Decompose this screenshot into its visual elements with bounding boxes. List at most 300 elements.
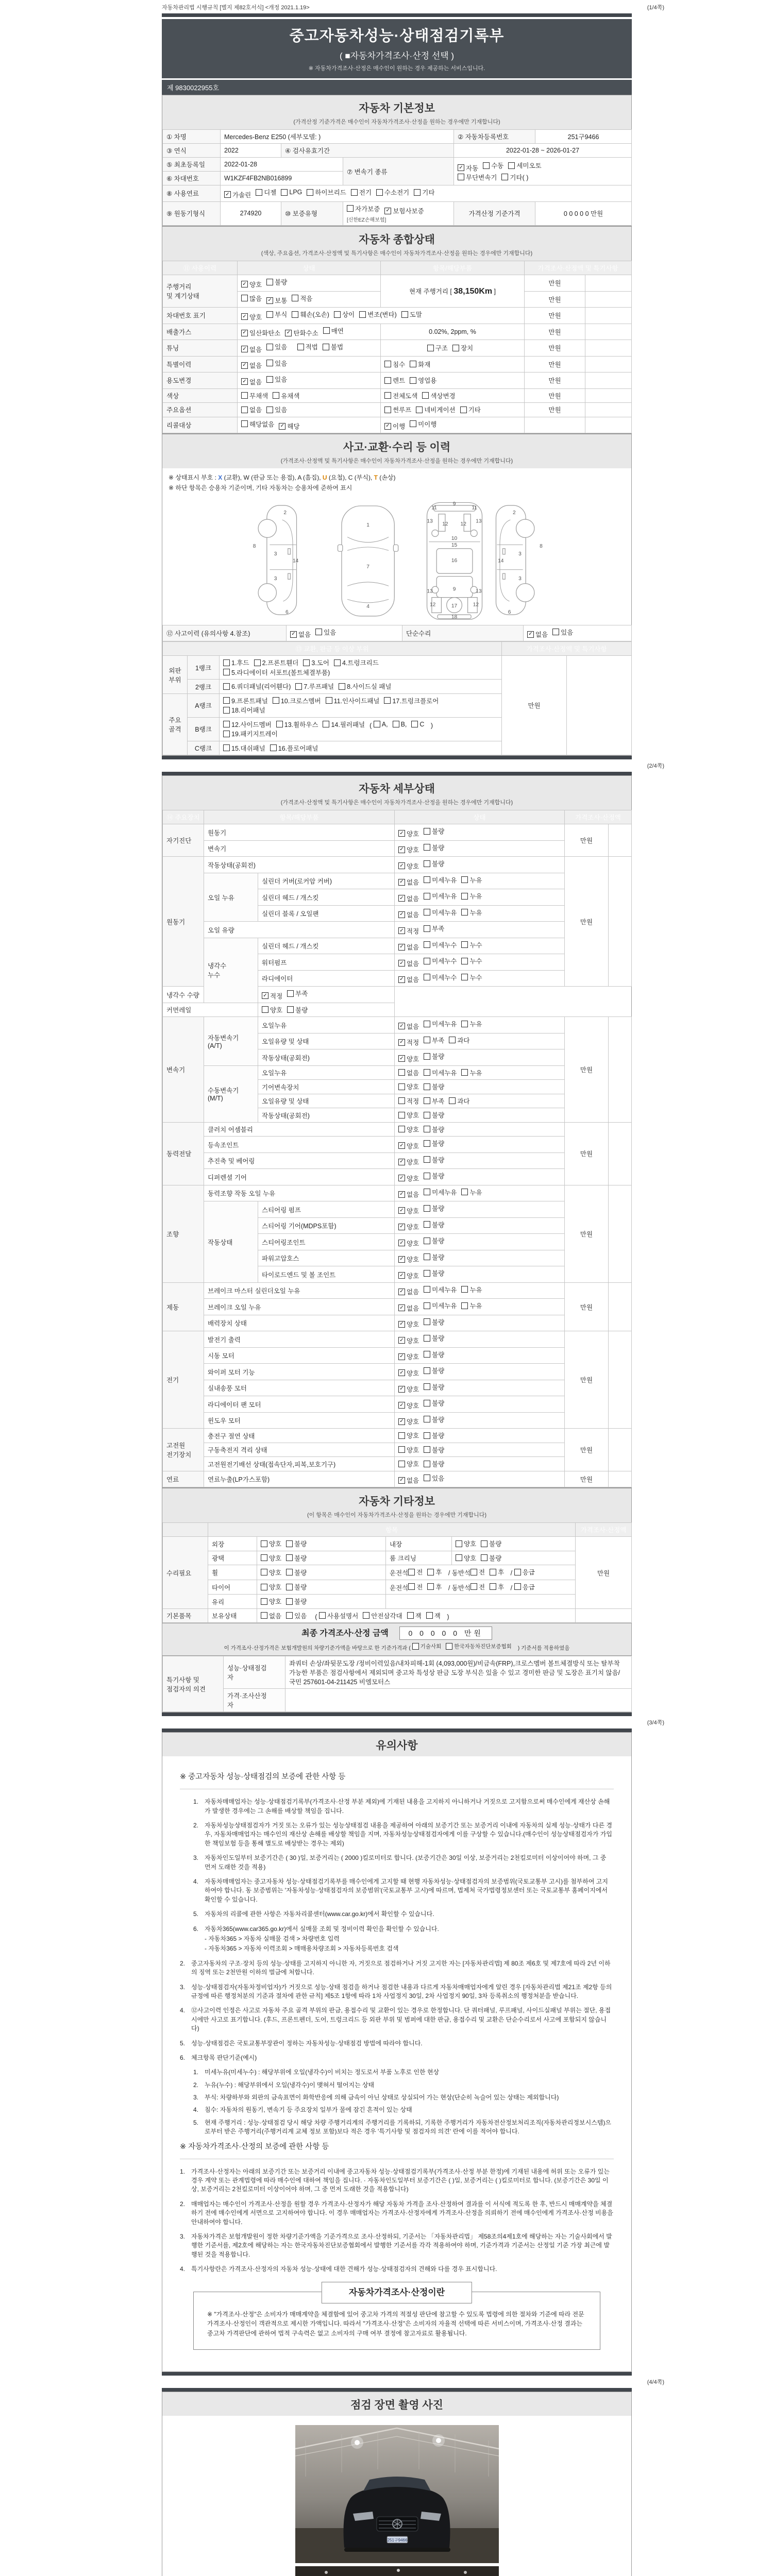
cell: 추진축 및 베어링 <box>204 1153 395 1169</box>
table-row <box>163 1396 632 1413</box>
cell: ④ 검사유효기간 <box>281 144 454 158</box>
checkbox-unchecked-icon <box>359 311 366 318</box>
checkbox-checked-icon: ✓ <box>384 208 391 214</box>
cell <box>525 417 585 433</box>
checkbox-option: ✓ 없음 <box>398 959 419 968</box>
cell <box>220 741 502 755</box>
cell <box>524 625 632 641</box>
cell <box>238 324 381 340</box>
checkbox-unchecked-icon <box>470 1569 477 1575</box>
cell: ⑭ 주요장치 <box>163 810 204 824</box>
cell: 성능·상태점검 자 <box>224 1656 285 1689</box>
cell <box>609 1122 632 1185</box>
checkbox-option: 9.프론트패널 <box>223 696 268 705</box>
checkbox-option: 수동 <box>483 161 503 170</box>
cell <box>395 1471 565 1487</box>
form-table <box>162 1656 632 1712</box>
checkbox-option: 없음 <box>261 1611 281 1620</box>
checkbox-option: 부족 <box>424 924 444 933</box>
checkbox-unchecked-icon <box>266 311 273 318</box>
cell: 실린더 커버(로커암 커버) <box>258 873 395 889</box>
car-damage-diagram <box>162 498 632 625</box>
checkbox-option: 4.트렁크리드 <box>334 658 379 667</box>
accident-history-row <box>162 625 632 642</box>
cell: 동력전달 <box>163 1122 204 1185</box>
cell: 운전석 전 후 / 동반석 전 후 / 응급 <box>386 1565 576 1580</box>
svg-text:13: 13 <box>476 518 482 524</box>
cell <box>257 1595 386 1609</box>
checkbox-option: 누수 <box>461 956 482 965</box>
accident-history-section-title <box>162 434 632 468</box>
table-row <box>163 1471 632 1487</box>
svg-text:18: 18 <box>451 614 458 620</box>
checkbox-option: 전 <box>470 1567 485 1577</box>
checkbox-checked-icon: ✓ <box>398 960 405 967</box>
cell <box>585 275 632 292</box>
cell <box>395 954 565 971</box>
checkbox-option: 미세누유 <box>424 1019 457 1028</box>
checkbox-option: 썬루프 <box>384 405 411 414</box>
checkbox-checked-icon: ✓ <box>398 1207 405 1214</box>
cell <box>238 275 381 292</box>
checkbox-checked-icon: ✓ <box>241 346 248 352</box>
cell: 배력장치 상태 <box>204 1315 395 1331</box>
cell: 만원 <box>525 356 585 372</box>
cell <box>609 1429 632 1471</box>
checkbox-unchecked-icon <box>514 1569 521 1575</box>
cell: 자기진단 <box>163 824 204 857</box>
checkbox-option: 11.인사이드패널 <box>326 696 380 705</box>
cell <box>567 656 632 755</box>
page3-block <box>162 1728 632 2376</box>
cell: 튜닝 <box>163 340 238 357</box>
checkbox-option: ✓ 양호 <box>398 1417 419 1426</box>
checkbox-option: 불량 <box>481 1553 501 1563</box>
cell: 구동축전지 격리 상태 <box>204 1443 395 1457</box>
checkbox-option: 응급 <box>514 1582 535 1591</box>
cell: 2022-01-28 <box>221 158 343 172</box>
cell <box>238 356 381 372</box>
checkbox-unchecked-icon <box>424 1286 430 1293</box>
checkbox-unchecked-icon <box>461 893 468 900</box>
checkbox-checked-icon: ✓ <box>241 281 248 287</box>
checkbox-unchecked-icon <box>261 1598 267 1605</box>
checkbox-option: 적정 <box>398 1096 419 1106</box>
checkbox-unchecked-icon <box>424 1097 430 1104</box>
checkbox-option: ✓ 해당 <box>279 421 299 431</box>
checkbox-checked-icon: ✓ <box>398 846 405 853</box>
checkbox-option: ✓ 양호 <box>398 1271 419 1280</box>
cell: 항목 <box>208 1523 576 1537</box>
cell: 파워고압호스 <box>258 1250 395 1266</box>
checkbox-unchecked-icon <box>351 189 358 196</box>
checkbox-unchecked-icon <box>241 406 248 413</box>
table-row <box>163 340 632 357</box>
cell: 제동 <box>163 1282 204 1331</box>
checkbox-option: 있음 <box>424 1473 444 1483</box>
cell <box>395 889 565 906</box>
cell <box>395 1315 565 1331</box>
cell <box>609 1282 632 1331</box>
checkbox-option: ✓ 없음 <box>398 942 419 952</box>
checkbox-checked-icon: ✓ <box>290 631 297 638</box>
notice-item: 2. 매매업자는 매수인이 가격조사·산정을 원할 경우 가격조사·산정자가 해당 자동차 가격을 조사·산정하여 결과를 이 서식에 적도록 한 후, 반드시 매매계약을 체결하기 전에 매수인에게 서면으로 고지하여야 합니다. 이 경우 매매업자는 가격조사·산정자에게 가격조사·산정을 의뢰하기 전에 매수인에게 가격조사·산정 비용을 안내하여야 합니다. <box>180 2200 613 2226</box>
report-title: 중고자동차성능·상태점검기록부 <box>289 28 505 44</box>
checkbox-checked-icon: ✓ <box>398 927 405 934</box>
cell: 2022-01-28 ~ 2026-01-27 <box>454 144 632 158</box>
checkbox-unchecked-icon <box>334 311 341 318</box>
checkbox-option: ✓ 없음 <box>241 377 262 386</box>
checkbox-option: 미세누수 <box>424 956 457 965</box>
svg-text:14: 14 <box>498 558 504 564</box>
table-row <box>163 1185 632 1201</box>
checkbox-unchecked-icon <box>410 361 416 367</box>
checkbox-option: 17.트렁크플로어 <box>384 696 439 705</box>
cell: 만원 <box>565 1185 609 1282</box>
checkbox-option: B, <box>393 721 407 728</box>
table-row <box>163 356 632 372</box>
table-row <box>163 1523 632 1537</box>
checkbox-unchecked-icon <box>407 1612 414 1619</box>
cell <box>381 340 525 357</box>
checkbox-unchecked-icon <box>449 1037 456 1043</box>
checkbox-unchecked-icon <box>223 731 230 737</box>
checkbox-option: 자가보증 <box>347 204 380 213</box>
checkbox-option: ✓ 없음 <box>398 1476 419 1485</box>
checkbox-unchecked-icon <box>223 669 230 675</box>
cell: Mercedes-Benz E250 (세부모델: ) <box>221 130 454 144</box>
cell <box>395 1234 565 1250</box>
cell <box>395 938 565 954</box>
svg-text:3: 3 <box>518 575 522 582</box>
cell <box>395 873 565 889</box>
checkbox-option: 적음 <box>292 294 312 303</box>
cell <box>609 1331 632 1429</box>
checkbox-checked-icon: ✓ <box>398 1224 405 1230</box>
checkbox-unchecked-icon <box>424 941 430 948</box>
checkbox-unchecked-icon <box>424 1318 430 1325</box>
checkbox-unchecked-icon <box>424 1335 430 1342</box>
checkbox-option: 전기 <box>351 188 372 197</box>
checkbox-option: 불량 <box>424 1252 444 1262</box>
cell <box>395 840 565 857</box>
svg-text:1: 1 <box>366 522 369 528</box>
cell: 실린더 블록 / 오일팬 <box>258 905 395 922</box>
checkbox-option: 무단변속기 <box>458 173 497 182</box>
cell: 차대번호 표기 <box>163 308 238 324</box>
cell: 작동상태(공회전) <box>258 1108 395 1123</box>
cell <box>395 1108 565 1123</box>
section-note: (가격조사·산정액 및 특기사항은 매수인이 자동차가격조사·산정을 원하는 경우에만 기재합니다) <box>280 458 513 464</box>
report-header <box>162 17 632 78</box>
checkbox-option: 부식 <box>266 310 287 319</box>
notice-subitem: 2. 누유(누수) : 해당부위에서 오일(냉각수)이 맺혀서 떨어지는 상태 <box>193 2081 375 2089</box>
checkbox-unchecked-icon <box>461 1021 468 1027</box>
checkbox-unchecked-icon <box>424 1416 430 1422</box>
price-info-box <box>193 2287 600 2350</box>
cell <box>381 356 525 372</box>
cell: 원동기 <box>163 857 204 987</box>
table-row <box>163 1429 632 1443</box>
checkbox-option: ✓ 양호 <box>398 861 419 871</box>
cell: ⑬ 교환, 판금 등 이상 부위 <box>163 642 502 656</box>
cell: ① 차명 <box>163 130 221 144</box>
checkbox-unchecked-icon <box>552 629 559 635</box>
checkbox-option: 장치 <box>452 343 473 352</box>
checkbox-unchecked-icon <box>262 1006 268 1013</box>
checkbox-unchecked-icon <box>270 744 277 751</box>
checkbox-option: 기타 <box>414 188 434 197</box>
checkbox-option: 불량 <box>286 1582 307 1591</box>
checkbox-option: 후 <box>490 1567 504 1577</box>
checkbox-option: 불량 <box>424 1382 444 1392</box>
cell: 조향 <box>163 1185 204 1282</box>
checkbox-option: 불량 <box>424 1110 444 1120</box>
cell: 연료 <box>163 1471 204 1487</box>
page-indicator-2: (2/4쪽) <box>647 763 664 770</box>
svg-text:12: 12 <box>473 602 479 608</box>
checkbox-option: 불량 <box>286 1553 307 1563</box>
checkbox-unchecked-icon <box>424 1037 430 1043</box>
checkbox-unchecked-icon <box>401 311 408 318</box>
checkbox-unchecked-icon <box>449 1097 456 1104</box>
checkbox-unchecked-icon <box>461 876 468 883</box>
cell: 만원 <box>576 1537 632 1609</box>
checkbox-unchecked-icon <box>323 327 330 334</box>
checkbox-option: 불량 <box>424 1125 444 1134</box>
cell: 타이어 <box>208 1580 257 1595</box>
checkbox-unchecked-icon <box>410 377 416 384</box>
checkbox-option: 사용설명서 <box>319 1611 358 1620</box>
checkbox-unchecked-icon <box>424 1400 430 1406</box>
table-row <box>163 1565 632 1580</box>
checkbox-option: ✓ 적정 <box>398 926 419 936</box>
table-row <box>163 840 632 857</box>
inspection-photo-front <box>295 2425 499 2563</box>
cell <box>585 417 632 433</box>
cell: 커먼레일 <box>163 1003 258 1017</box>
checkbox-option: 불량 <box>424 1415 444 1424</box>
checkbox-option: 적법 <box>297 342 318 351</box>
checkbox-option: 부족 <box>424 1036 444 1045</box>
section-note: (색상, 주요옵션, 가격조사·산정액 및 특기사항은 매수인이 자동차가격조사·산정을 원하는 경우에만 기재합니다) <box>261 250 533 257</box>
checkbox-unchecked-icon <box>303 659 310 666</box>
table-row <box>163 873 632 889</box>
checkbox-option: 불량 <box>286 1539 307 1548</box>
checkbox-unchecked-icon <box>424 1112 430 1118</box>
svg-text:2: 2 <box>512 510 516 516</box>
checkbox-unchecked-icon <box>286 1612 293 1619</box>
checkbox-option: ✓ 양호 <box>398 1174 419 1183</box>
checkbox-option: ✓ 양호 <box>398 1368 419 1378</box>
checkbox-option: 누유 <box>461 1285 482 1294</box>
cell: 실린더 헤드 / 개스킷 <box>258 938 395 954</box>
checkbox-option: ✓ 없음 <box>398 1287 419 1296</box>
checkbox-unchecked-icon <box>287 1006 294 1013</box>
cell <box>238 388 381 403</box>
checkbox-unchecked-icon <box>286 1584 293 1590</box>
svg-text:3: 3 <box>518 551 522 557</box>
detail-status-section-title <box>162 775 632 810</box>
section-title: 자동차 세부상태 <box>359 783 435 795</box>
notice-subitem: 3. 부식: 차량하부와 외판의 금속표면이 화학반응에 의해 금속이 아닌 상태로 상실되어 가는 현상(단순히 녹슬어 있는 상태는 제외합니다) <box>193 2094 559 2102</box>
checkbox-option: 누수 <box>461 973 482 982</box>
checkbox-option: 불량 <box>424 1431 444 1440</box>
checkbox-option: 양호 <box>398 1431 419 1440</box>
cell <box>395 905 565 922</box>
checkbox-checked-icon: ✓ <box>262 992 268 999</box>
cell: 0.02%, 2ppm, % <box>381 324 525 340</box>
cell: 라디에이터 <box>258 970 395 987</box>
cell <box>395 1250 565 1266</box>
form-table <box>162 625 632 642</box>
section-note: (가격조사·산정액 및 특기사항은 매수인이 자동차가격조사·산정을 원하는 경우에만 기재합니다) <box>280 800 513 806</box>
checkbox-option: 양호 <box>398 1445 419 1454</box>
checkbox-unchecked-icon <box>307 189 313 196</box>
checkbox-unchecked-icon <box>424 1221 430 1228</box>
table-row <box>163 1153 632 1169</box>
cell <box>395 1169 565 1185</box>
checkbox-option: 양호 <box>456 1553 476 1563</box>
cell <box>238 417 381 433</box>
checkbox-unchecked-icon <box>456 1540 462 1547</box>
checkbox-option: 전 <box>408 1567 423 1577</box>
checkbox-option: 누유 <box>461 908 482 917</box>
checkbox-option: 불법 <box>323 342 343 351</box>
checkbox-unchecked-icon <box>223 744 230 751</box>
checkbox-option: 미세누수 <box>424 940 457 950</box>
checkbox-unchecked-icon <box>424 958 430 964</box>
checkbox-option: 5.라디에이터 서포트(볼트체결부품) <box>223 668 330 677</box>
checkbox-unchecked-icon <box>241 295 248 301</box>
cell <box>220 656 502 680</box>
cell: 만원 <box>565 1017 609 1123</box>
panel-exchange-table <box>162 641 632 756</box>
cell: 원동기 <box>204 824 395 841</box>
svg-text:13: 13 <box>427 518 433 524</box>
svg-text:17: 17 <box>451 603 458 609</box>
form-table <box>162 129 632 226</box>
checkbox-option: 12.사이드멤버 <box>223 720 272 729</box>
checkbox-unchecked-icon <box>481 1554 488 1561</box>
table-row <box>163 1331 632 1348</box>
cell: 등속조인트 <box>204 1137 395 1153</box>
cell <box>238 340 381 357</box>
table-row <box>163 1608 632 1623</box>
cell: 냉각수 누수 <box>204 938 258 1003</box>
table-row <box>163 1595 632 1609</box>
cell: 2022 <box>221 144 281 158</box>
checkbox-option: ✓ 양호 <box>398 1054 419 1063</box>
checkbox-option: ✓ 적정 <box>262 991 282 1001</box>
basic-info-section-title <box>162 95 632 129</box>
cell <box>238 291 381 308</box>
checkbox-checked-icon: ✓ <box>398 1386 405 1393</box>
checkbox-option: ✓ 가솔린 <box>224 190 251 199</box>
cell <box>257 1565 386 1580</box>
final-price-band <box>162 1623 632 1656</box>
cell <box>395 1033 565 1049</box>
checkbox-unchecked-icon <box>481 1540 488 1547</box>
form-table <box>162 810 632 1487</box>
checkbox-unchecked-icon <box>261 1554 267 1561</box>
cell <box>609 857 632 987</box>
checkbox-option: 있음 <box>266 342 287 351</box>
checkbox-checked-icon: ✓ <box>398 862 405 869</box>
cell <box>395 1017 565 1033</box>
cell <box>395 1364 565 1380</box>
checkbox-checked-icon: ✓ <box>398 1369 405 1376</box>
checkbox-option: ✓ 양호 <box>241 312 262 321</box>
cell: 디퍼렌셜 기어 <box>204 1169 395 1185</box>
wheel-icon <box>258 519 276 537</box>
checkbox-unchecked-icon <box>281 189 288 196</box>
cell: 좌쿼터 손상/좌뒷문도장 /정비이력있음/내차피해-1회 (4,093,000원)/비금속(FRP),크로스멤버 볼트체결방식 또는 탈부착 가능한 부품은 점검사항에서 제외되며 중고차 특성상 판금 도장 부식은 있을 수 있고 경미한 판금 및 도장은 표기치 않음/국민 257601-04-211425 비엠모터스 <box>285 1656 632 1689</box>
cell: 변속기 <box>204 840 395 857</box>
checkbox-unchecked-icon <box>326 697 332 704</box>
checkbox-option: ✓ 양호 <box>398 1157 419 1166</box>
checkbox-unchecked-icon <box>323 344 329 350</box>
checkbox-option: 기타 <box>460 405 481 414</box>
cell: ⑧ 사용연료 <box>163 185 221 202</box>
checkbox-unchecked-icon <box>374 721 380 727</box>
checkbox-option: 불량 <box>424 1155 444 1164</box>
checkbox-unchecked-icon <box>315 629 322 635</box>
checkbox-checked-icon: ✓ <box>398 1191 405 1198</box>
checkbox-option: 양호 <box>261 1568 281 1577</box>
table-row <box>163 1137 632 1153</box>
checkbox-option: ✓ 양호 <box>398 1401 419 1410</box>
checkbox-unchecked-icon <box>424 1475 430 1481</box>
cell: 가격산정 기준가격 <box>454 201 535 226</box>
checkbox-unchecked-icon <box>461 1189 468 1195</box>
report-subtitle: ( ■자동차가격조사·산정 선택 ) <box>339 51 455 61</box>
checkbox-unchecked-icon <box>424 844 430 851</box>
cell <box>381 372 525 389</box>
photos-section-title <box>162 2392 632 2416</box>
cell: 만원 <box>565 1471 609 1487</box>
table-row <box>163 1412 632 1429</box>
form-table <box>162 261 632 433</box>
cell <box>395 1094 565 1108</box>
checkbox-unchecked-icon <box>446 1643 452 1650</box>
svg-text:16: 16 <box>451 557 458 564</box>
checkbox-unchecked-icon <box>334 659 341 666</box>
cell <box>395 1185 565 1201</box>
checkbox-unchecked-icon <box>286 1598 293 1605</box>
checkbox-unchecked-icon <box>398 1446 405 1453</box>
svg-text:12: 12 <box>442 521 448 527</box>
section-title: 유의사항 <box>376 1740 418 1752</box>
cell: 용도변경 <box>163 372 238 389</box>
cell: 스티어링 펌프 <box>258 1201 395 1218</box>
cell: C랭크 <box>188 741 220 755</box>
checkbox-option: 잭 <box>426 1611 441 1620</box>
svg-text:8: 8 <box>253 543 256 549</box>
checkbox-unchecked-icon <box>319 1612 326 1619</box>
svg-text:11: 11 <box>431 505 437 511</box>
cell: 전기 <box>163 1331 204 1429</box>
checkbox-unchecked-icon <box>424 1083 430 1090</box>
checkbox-option: ✓ 양호 <box>398 829 419 838</box>
cell <box>395 1412 565 1429</box>
cell: 실린더 헤드 / 개스킷 <box>258 889 395 906</box>
cell: 오일 유량 <box>204 922 395 938</box>
svg-text:4: 4 <box>366 603 369 609</box>
checkbox-unchecked-icon <box>398 1112 405 1118</box>
checkbox-checked-icon: ✓ <box>224 191 231 198</box>
checkbox-option: 훼손(오손) <box>292 310 329 319</box>
